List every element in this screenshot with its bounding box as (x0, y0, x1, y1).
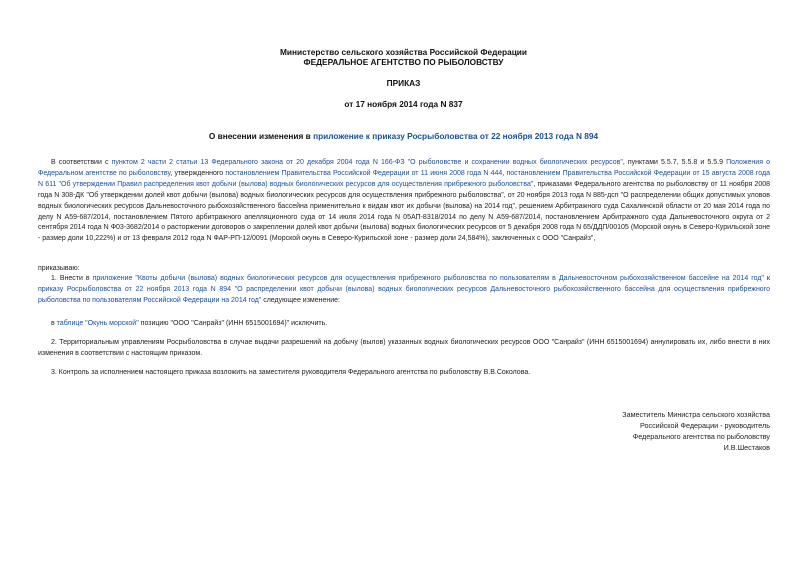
signature-name: И.В.Шестаков (723, 443, 770, 452)
signature-line-2: Российской Федерации - руководитель (640, 421, 770, 430)
doc-date-number: от 17 ноября 2014 года N 837 (344, 99, 463, 109)
document-link[interactable]: пунктом 2 части 2 статьи 13 Федерального закона от 20 декабря 2004 года N 166-ФЗ "О рыболовстве и сохранении водных биологических ресурсов" (111, 159, 623, 166)
text-segment: в (51, 320, 57, 327)
text-segment: , (502, 169, 507, 177)
text-segment: , пунктами 5.5.7, 5.5.8 и 5.5.9 (622, 159, 727, 166)
document-header (0, 47, 807, 67)
paragraph-item-1 (38, 274, 770, 307)
title-link[interactable]: приложение к приказу Росрыболовства от 22 ноября 2013 года N 894 (313, 131, 599, 141)
order-word: приказываю: (38, 265, 80, 272)
doc-title (0, 131, 807, 141)
paragraph-change (38, 319, 770, 330)
signature-line-1: Заместитель Министра сельского хозяйства (622, 410, 770, 419)
paragraph-item-2: 2. Территориальным управлениям Росрыболовства в случае выдачи разрешений на добычу (вылов) указанных водных биологических ресурсов ООО "Санрайз" (ИНН 6515001694) аннулировать их, либо внести в них изменения в соответствии с настоящим приказом. (38, 339, 770, 357)
text-segment: В соответствии с (51, 159, 112, 166)
paragraph-item-3: 3. Контроль за исполнением настоящего приказа возложить на заместителя руководителя Федерального агентства по рыболовству В.В.Соколова. (51, 369, 531, 376)
document-link[interactable]: постановлением Правительства Российской Федерации от 15 августа 2008 года N 611 "Об утверждении Правил распределения квот добычи (вылова) водных биологических ресурсов для осуществления прибрежного рыболовства" (38, 169, 770, 188)
text-segment: , утвержденного (170, 169, 226, 177)
text-segment: 1. Внести в (51, 275, 93, 282)
document-link[interactable]: таблице "Окунь морской" (56, 320, 139, 327)
document-link[interactable]: приказу Росрыболовства от 22 ноября 2013 года N 894 "О распределении квот добычи (вылова) водных биологических ресурсов Дальневосточного рыбохозяйственного бассейна для осуществления прибрежного рыболовства по пользователям Российской Федерации на 2014 год" (38, 285, 770, 304)
text-segment: позицию "ООО "Санрайз" (ИНН 6515001694)" исключить. (138, 320, 328, 327)
paragraph-preamble (38, 158, 770, 245)
signature-block (500, 409, 770, 453)
document-link[interactable]: Положения о Федеральном агентстве по рыболовству (38, 159, 770, 177)
document-link[interactable]: приложение "Квоты добычи (вылова) водных биологических ресурсов для осуществления прибрежного рыболовства по пользователям в Дальневосточном рыбохозяйственном бассейне на 2014 год" (92, 275, 764, 282)
text-segment: следующее изменение: (261, 296, 340, 304)
title-prefix: О внесении изменения в (208, 131, 314, 141)
signature-line-3: Федерального агентства по рыболовству (632, 432, 770, 441)
text-segment: к (763, 275, 770, 282)
document-link[interactable]: постановлением Правительства Российской Федерации от 11 июня 2008 года N 444 (225, 169, 503, 177)
agency-name: ФЕДЕРАЛЬНОЕ АГЕНТСТВО ПО РЫБОЛОВСТВУ (303, 57, 504, 67)
ministry-name: Министерство сельского хозяйства Российской Федерации (280, 47, 527, 57)
text-segment: , приказами Федерального агентства по рыболовству от 11 ноября 2008 года N 308-ДК "Об утверждении долей квот добычи (вылова) водных биологических ресурсов для осуществления прибрежного рыболовства", от 20 ноября 2013 года N 885-дсп "О распределении общих допустимых уловов водных биологических ресурсов Дальневосточного рыбохозяйственного бассейна применительно к видам квот их добычи (вылова) на 2014 год", решением Арбитражного суда Сахалинской области от 20 мая 2014 года по делу N А59-687/2014, постановлением Пятого арбитражного апелляционного суда от 14 июля 2014 года N 05АП-8318/2014 по делу N А59-687/2014, постановлением Арбитражного суда Дальневосточного округа от 2 сентября 2014 года N Ф03-3682/2014 о расторжении договоров о закреплении долей квот добычи (вылова) водных биологических ресурсов от 5 декабря 2008 года N 65/ДДП/00105 (Морской окунь в Северо-Курильской зоне - размер доли 10,222%) и от 13 февраля 2012 года N ФАР-РП-12/0091 (Морской окунь в Северо-Курильской зоне - размер доли 24,584%), заключенных с ООО "Санрайз", (38, 180, 770, 243)
doc-type: ПРИКАЗ (386, 78, 421, 88)
